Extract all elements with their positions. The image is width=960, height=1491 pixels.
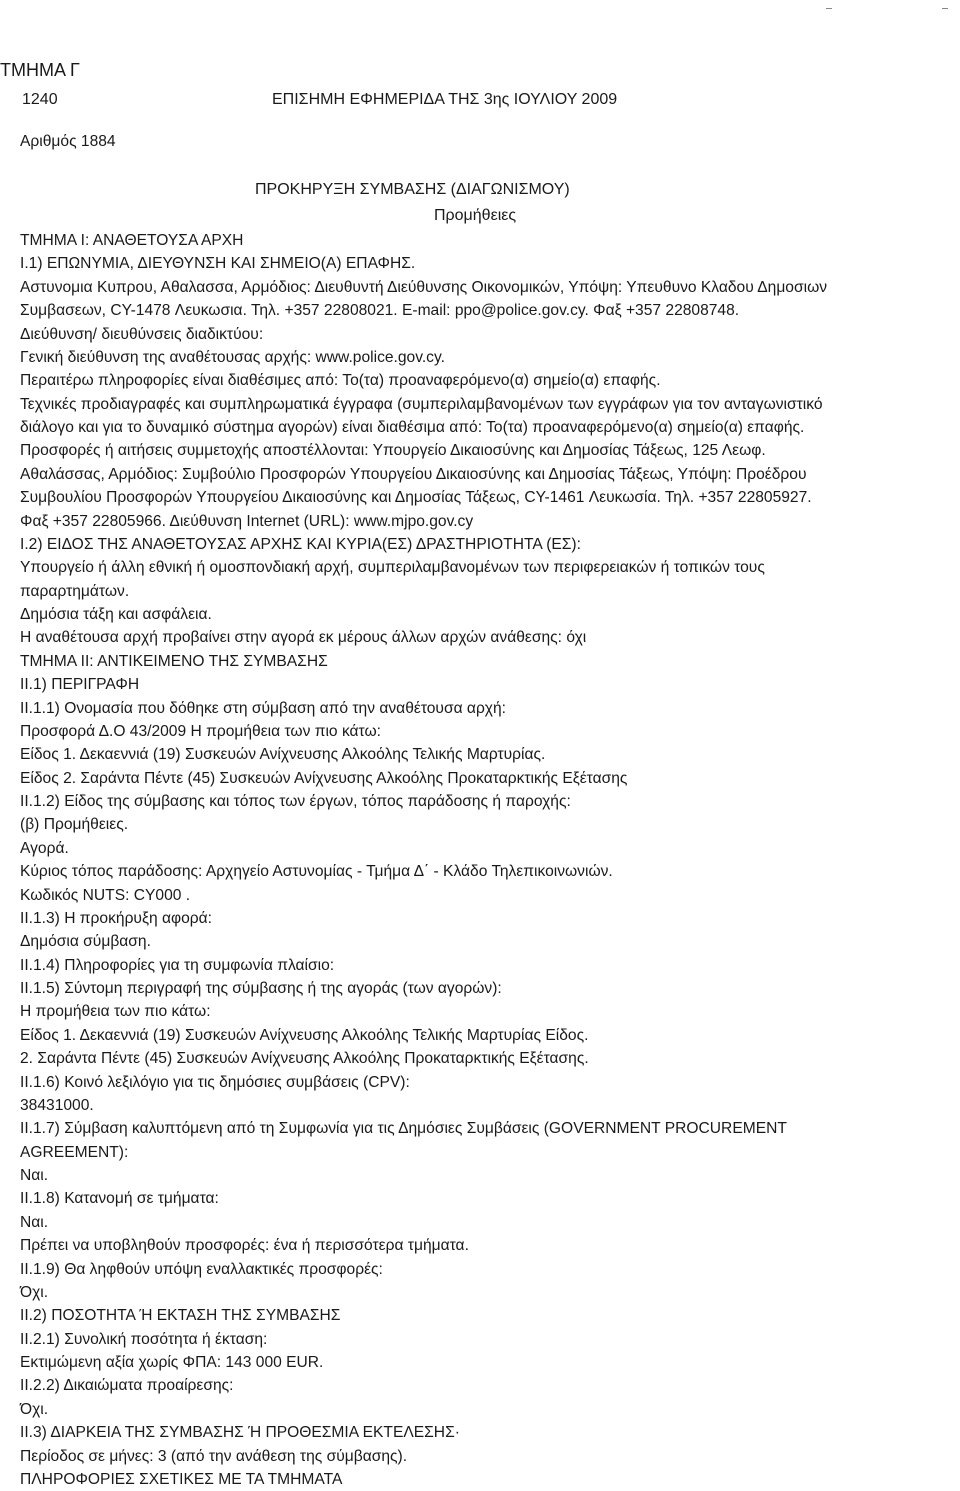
body-line: ΙΙ.1.2) Είδος της σύμβασης και τόπος των έργων, τόπος παράδοσης ή παροχής: [20,793,571,810]
body-line: Η αναθέτουσα αρχή προβαίνει στην αγορά εκ μέρους άλλων αρχών ανάθεσης: όχι [20,629,587,646]
body-line: Δημόσια τάξη και ασφάλεια. [20,606,212,623]
body-line: ΙΙ.1.1) Ονομασία που δόθηκε στη σύμβαση από την αναθέτουσα αρχή: [20,700,507,717]
body-line: ΙΙ.2.1) Συνολική ποσότητα ή έκταση: [20,1331,268,1348]
notice-subtitle: Προμήθειες [434,207,517,224]
body-line: Προσφορές ή αιτήσεις συμμετοχής αποστέλλονται: Υπουργείο Δικαιοσύνης και Δημοσίας Τάξεως, 125 Λεωφ. [20,442,766,459]
body-line: Ι.1) ΕΠΩΝΥΜΙΑ, ΔΙΕΥΘΥΝΣΗ ΚΑΙ ΣΗΜΕΙΟ(Α) ΕΠΑΦΗΣ. [20,255,416,272]
body-line: ΙΙ.2) ΠΟΣΟΤΗΤΑ Ή ΕΚΤΑΣΗ ΤΗΣ ΣΥΜΒΑΣΗΣ [20,1307,341,1324]
body-line: ΙΙ.1.4) Πληροφορίες για τη συμφωνία πλαίσιο: [20,957,335,974]
body-line: Πρέπει να υποβληθούν προσφορές: ένα ή περισσότερα τμήματα. [20,1237,469,1254]
body-line: παραρτημάτων. [20,583,130,600]
body-line: Γενική διεύθυνση της αναθέτουσας αρχής: www.police.gov.cy. [20,349,445,366]
body-line: Εκτιμώμενη αξία χωρίς ΦΠΑ: 143 000 EUR. [20,1354,324,1371]
body-line: ΙΙ.1.3) Η προκήρυξη αφορά: [20,910,212,927]
body-line: ΤΜΗΜΑ Ι: ΑΝΑΘΕΤΟΥΣΑ ΑΡΧΗ [20,232,244,249]
body-line: Κύριος τόπος παράδοσης: Αρχηγείο Αστυνομίας - Τμήμα Δ΄ - Κλάδο Τηλεπικοινωνιών. [20,863,613,880]
body-line: ΙΙ.3) ΔΙΑΡΚΕΙΑ ΤΗΣ ΣΥΜΒΑΣΗΣ Ή ΠΡΟΘΕΣΜΙΑ ΕΚΤΕΛΕΣΗΣ· [20,1424,460,1441]
body-line: διάλογο και για το δυναμικό σύστημα αγορών) είναι διαθέσιμα από: Το(τα) προαναφερόμενο(α) σημείο(α) επαφής. [20,419,805,436]
body-line: ΤΜΗΜΑ ΙΙ: ΑΝΤΙΚΕΙΜΕΝΟ ΤΗΣ ΣΥΜΒΑΣΗΣ [20,653,328,670]
body-line: Είδος 1. Δεκαεννιά (19) Συσκευών Ανίχνευσης Αλκοόλης Τελικής Μαρτυρίας Είδος. [20,1027,589,1044]
body-line: Διεύθυνση/ διευθύνσεις διαδικτύου: [20,326,264,343]
body-line: ΙΙ.1.9) Θα ληφθούν υπόψη εναλλακτικές προσφορές: [20,1261,383,1278]
body-line: Συμβουλίου Προσφορών Υπουργείου Δικαιοσύνης και Δημοσίας Τάξεως, CY-1461 Λευκωσία. Τηλ. +357 22805927. [20,489,812,506]
body-line: Προσφορά Δ.Ο 43/2009 Η προμήθεια των πιο κάτω: [20,723,382,740]
body-line: 2. Σαράντα Πέντε (45) Συσκευών Ανίχνευσης Αλκοόλης Προκαταρκτικής Εξέτασης. [20,1050,589,1067]
body-line: Περαιτέρω πληροφορίες είναι διαθέσιμες από: Το(τα) προαναφερόμενο(α) σημείο(α) επαφής. [20,372,661,389]
body-line: ΙΙ.1.6) Κοινό λεξιλόγιο για τις δημόσιες συμβάσεις (CPV): [20,1074,410,1091]
body-line: ΙΙ.1.5) Σύντομη περιγραφή της σύμβασης ή της αγοράς (των αγορών): [20,980,502,997]
body-line: Ναι. [20,1167,49,1184]
body-line: 38431000. [20,1097,94,1114]
body-line: Φαξ +357 22805966. Διεύθυνση Internet (URL): www.mjpo.gov.cy [20,513,474,530]
body-line: Κωδικός NUTS: CY000 . [20,887,191,904]
body-line: ΙΙ.1.8) Κατανομή σε τμήματα: [20,1190,219,1207]
body-line: Ι.2) ΕΙΔΟΣ ΤΗΣ ΑΝΑΘΕΤΟΥΣΑΣ ΑΡΧΗΣ ΚΑΙ ΚΥΡΙΑ(ΕΣ) ΔΡΑΣΤΗΡΙΟΤΗΤΑ (ΕΣ): [20,536,581,553]
body-line: ΙΙ.1.7) Σύμβαση καλυπτόμενη από τη Συμφωνία για τις Δημόσιες Συμβάσεις (GOVERNMENT PROCUREMENT [20,1120,787,1137]
gazette-title: ΕΠΙΣΗΜΗ ΕΦΗΜΕΡΙΔΑ ΤΗΣ 3ης ΙΟΥΛΙΟΥ 2009 [272,91,618,108]
body-line: Όχι. [20,1401,49,1418]
body-line: Αστυνομια Κυπρου, Αθαλασσα, Αρμόδιος: Διευθυντή Διεύθυνσης Οικονομικών, Υπόψη: Υπευθυνο Κλαδου Δημοσιων [20,279,828,296]
body-line: AGREEMENT): [20,1144,129,1161]
body-line: (β) Προμήθειες. [20,816,129,833]
issue-number: Αριθμός 1884 [20,133,116,150]
body-line: Περίοδος σε μήνες: 3 (από την ανάθεση της σύμβασης). [20,1448,408,1465]
body-line: Αθαλάσσας, Αρμόδιος: Συμβούλιο Προσφορών Υπουργείου Δικαιοσύνης και Δημοσίας Τάξεως, Υπόψη: Προέδρου [20,466,807,483]
scan-mark-top-right [826,8,832,9]
body-line: Δημόσια σύμβαση. [20,933,151,950]
notice-title: ΠΡΟΚΗΡΥΞΗ ΣΥΜΒΑΣΗΣ (ΔΙΑΓΩΝΙΣΜΟΥ) [255,181,570,198]
body-line: Η προμήθεια των πιο κάτω: [20,1003,211,1020]
body-line: Τεχνικές προδιαγραφές και συμπληρωματικά έγγραφα (συμπεριλαμβανομένων των εγγράφων για τον ανταγωνιστικό [20,396,823,413]
body-line: Όχι. [20,1284,49,1301]
body-line: Συμβασεων, CY-1478 Λευκωσια. Τηλ. +357 22808021. E-mail: ppo@police.gov.cy. Φαξ +357 22808748. [20,302,740,319]
body-line: ΠΛΗΡΟΦΟΡΙΕΣ ΣΧΕΤΙΚΕΣ ΜΕ ΤΑ ΤΜΗΜΑΤΑ [20,1471,343,1488]
body-line: ΙΙ.1) ΠΕΡΙΓΡΑΦΗ [20,676,140,693]
body-line: Υπουργείο ή άλλη εθνική ή ομοσπονδιακή αρχή, συμπεριλαμβανομένων των περιφερειακών ή τοπικών τους [20,559,765,576]
body-line: Ναι. [20,1214,49,1231]
body-line: Είδος 1. Δεκαεννιά (19) Συσκευών Ανίχνευσης Αλκοόλης Τελικής Μαρτυρίας. [20,746,546,763]
page-number: 1240 [22,91,58,108]
section-label: ΤΜΗΜΑ Γ [0,60,80,80]
body-line: Αγορά. [20,840,69,857]
scan-mark-top-far-right [942,8,948,9]
body-line: ΙΙ.2.2) Δικαιώματα προαίρεσης: [20,1377,234,1394]
body-line: Είδος 2. Σαράντα Πέντε (45) Συσκευών Ανίχνευσης Αλκοόλης Προκαταρκτικής Εξέτασης [20,770,628,787]
